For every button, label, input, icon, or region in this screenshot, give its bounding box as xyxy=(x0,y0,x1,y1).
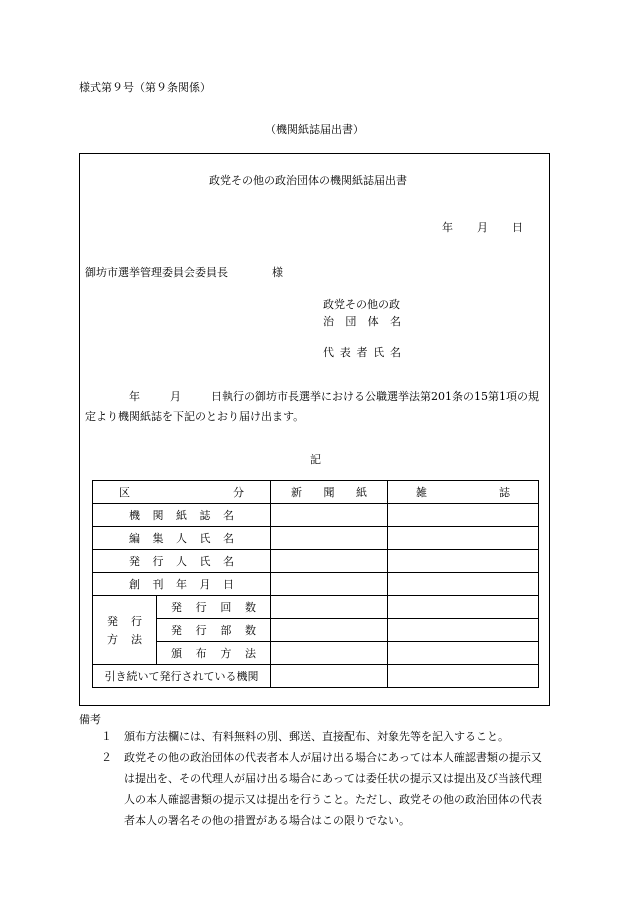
items-table xyxy=(92,480,539,688)
table-row xyxy=(93,642,539,665)
body-year: 年 xyxy=(129,390,140,403)
distribution-method-magazine-cell[interactable] xyxy=(388,642,539,665)
ki-mark: 記 xyxy=(310,453,321,466)
publisher-name-magazine-cell[interactable] xyxy=(388,550,539,573)
addressee: 御坊市選挙管理委員会委員長 xyxy=(85,266,228,279)
row-label-distribution-method: 頒 布 方 法 xyxy=(157,642,271,665)
publisher-name-newspaper-cell[interactable] xyxy=(271,550,388,573)
body-text xyxy=(85,387,545,427)
form-title: 政党その他の政治団体の機関紙誌届出書 xyxy=(209,174,407,187)
table-row xyxy=(93,550,539,573)
table-row xyxy=(93,504,539,527)
publication-name-newspaper-cell[interactable] xyxy=(271,504,388,527)
row-label-continuing-organ: 引き続いて発行されている機関 xyxy=(93,665,271,688)
continuing-organ-newspaper-cell[interactable] xyxy=(271,665,388,688)
row-label-publisher-name: 発 行 人 氏 名 xyxy=(93,550,271,573)
table-row xyxy=(93,665,539,688)
issue-frequency-magazine-cell[interactable] xyxy=(388,596,539,619)
continuing-organ-magazine-cell[interactable] xyxy=(388,665,539,688)
table-row xyxy=(93,619,539,642)
note-text: 政党その他の政治団体の代表者本人が届け出る場合にあっては本人確認書類の提示又は提出を、その代理人が届け出る場合にあっては委任状の提示又は提出及び当該代理人の本人確認書類の提示又は提出を行うこと。ただし、政党その他の政治団体の代表者本人の署名その他の措置がある場合はこの限りでない。 xyxy=(124,751,542,827)
distribution-method-newspaper-cell[interactable] xyxy=(271,642,388,665)
row-label-circulation: 発 行 部 数 xyxy=(157,619,271,642)
form-caption: （機関紙誌届出書） xyxy=(265,123,364,136)
note-item-1 xyxy=(101,726,551,747)
note-number: ２ xyxy=(101,751,112,764)
date-day: 日 xyxy=(512,221,523,234)
editor-name-magazine-cell[interactable] xyxy=(388,527,539,550)
organization-label-line2: 治 団 体 名 xyxy=(323,315,401,328)
row-label-issue-frequency: 発 行 回 数 xyxy=(157,596,271,619)
table-header-row xyxy=(93,481,539,504)
notes-title: 備考 xyxy=(79,713,101,726)
row-label-publication-name: 機 関 紙 誌 名 xyxy=(93,504,271,527)
table-row xyxy=(93,527,539,550)
date-year: 年 xyxy=(442,221,453,234)
issue-frequency-newspaper-cell[interactable] xyxy=(271,596,388,619)
first-issue-date-newspaper-cell[interactable] xyxy=(271,573,388,596)
date-month: 月 xyxy=(477,221,488,234)
note-item-2 xyxy=(101,747,551,831)
row-label-editor-name: 編 集 人 氏 名 xyxy=(93,527,271,550)
publication-name-magazine-cell[interactable] xyxy=(388,504,539,527)
body-text-lead: 日執行の御坊市長選挙における公職選挙法第201条の15第1項の規定より機関紙誌を下記のとおり届け出ます。 xyxy=(85,390,539,423)
circulation-magazine-cell[interactable] xyxy=(388,619,539,642)
header-category: 区 分 xyxy=(93,481,271,504)
body-month: 月 xyxy=(170,390,181,403)
representative-label: 代 表 者 氏 名 xyxy=(323,346,401,359)
table-row xyxy=(93,573,539,596)
row-label-first-issue-date: 創 刊 年 月 日 xyxy=(93,573,271,596)
circulation-newspaper-cell[interactable] xyxy=(271,619,388,642)
form-number: 様式第９号（第９条関係） xyxy=(79,81,211,94)
row-group-publication-method: 発 行 方 法 xyxy=(93,596,157,665)
note-number: １ xyxy=(101,730,112,743)
first-issue-date-magazine-cell[interactable] xyxy=(388,573,539,596)
honorific: 様 xyxy=(272,266,283,279)
header-magazine: 雑 誌 xyxy=(388,481,539,504)
organization-label-line1: 政党その他の政 xyxy=(323,298,400,311)
note-text: 頒布方法欄には、有料無料の別、郵送、直接配布、対象先等を記入すること。 xyxy=(124,730,509,743)
table-row xyxy=(93,596,539,619)
header-newspaper: 新 聞 紙 xyxy=(271,481,388,504)
editor-name-newspaper-cell[interactable] xyxy=(271,527,388,550)
